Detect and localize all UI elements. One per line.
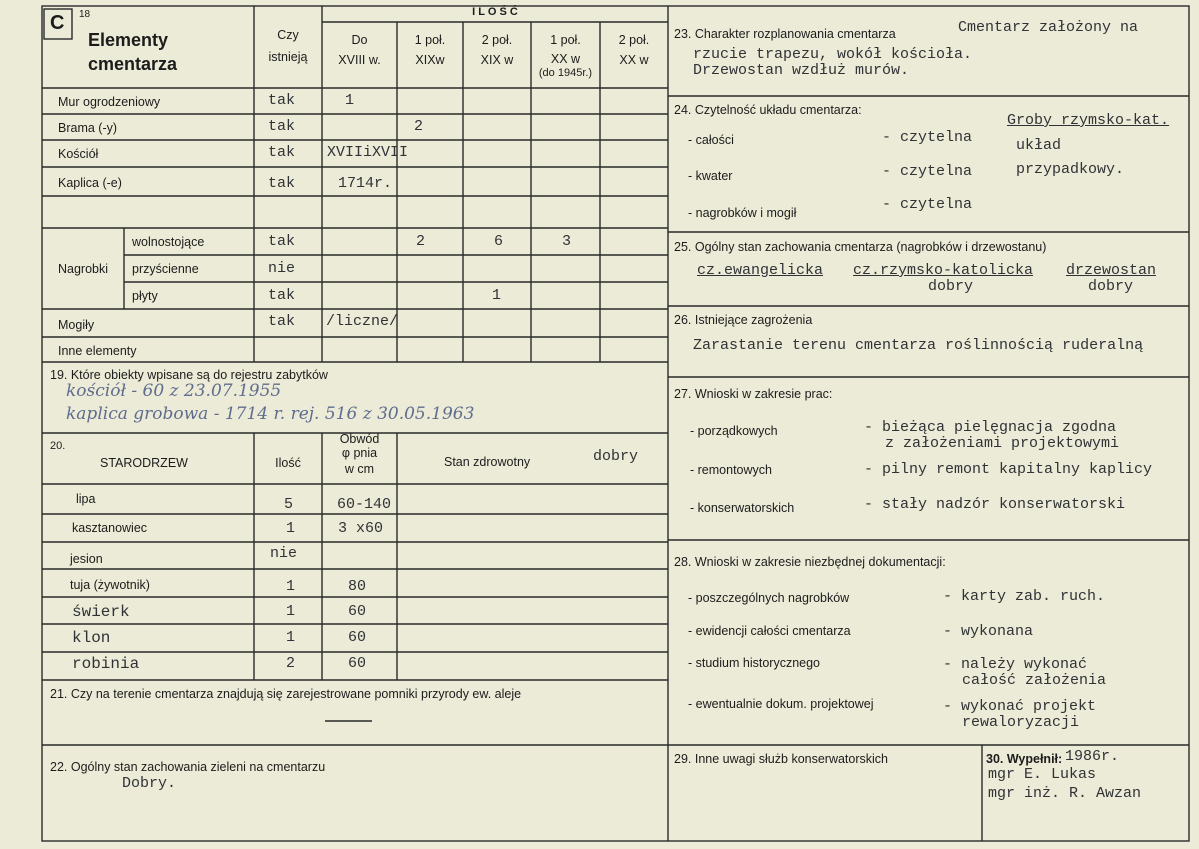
nagrobki-c2-wolno: 2 bbox=[416, 233, 426, 250]
s30-year: 1986r. bbox=[1065, 748, 1120, 765]
col-1-line1: Do bbox=[351, 33, 368, 47]
col-4-line2: XX w bbox=[550, 52, 581, 66]
s20-stan-header: Stan zdrowotny bbox=[444, 455, 531, 469]
row-c1-kosciol: XVIIiXVII bbox=[327, 144, 409, 161]
s25-label: 25. Ogólny stan zachowania cmentarza (nagrobków i drzewostanu) bbox=[674, 240, 1047, 254]
s22-label: 22. Ogólny stan zachowania zieleni na cmentarzu bbox=[50, 760, 326, 774]
tree-circ-6: 60 bbox=[348, 655, 367, 672]
row-exists-mur: tak bbox=[268, 92, 296, 109]
mogily-label: Mogiły bbox=[58, 318, 95, 332]
tree-qty-6: 2 bbox=[286, 655, 296, 672]
col-5-line1: 2 poł. bbox=[618, 33, 650, 47]
tree-name-2: jesion bbox=[70, 552, 103, 566]
s28-label: 28. Wnioski w zakresie niezbędnej dokumentacji: bbox=[674, 555, 946, 569]
tree-qty-2: nie bbox=[270, 545, 298, 562]
tree-name-6: robinia bbox=[72, 655, 140, 673]
tree-name-4: świerk bbox=[72, 603, 130, 621]
title-line2: cmentarza bbox=[88, 54, 178, 74]
col-4-line1: 1 poł. bbox=[550, 33, 581, 47]
nagrobki-c3-plyty: 1 bbox=[492, 287, 502, 304]
s28-key-0: - poszczególnych nagrobków bbox=[688, 591, 850, 605]
row-c2-brama: 2 bbox=[414, 118, 424, 135]
nagrobki-exists-plyty: tak bbox=[268, 287, 296, 304]
row-c1-mur: 1 bbox=[345, 92, 355, 109]
col-1-line2: XVIII w. bbox=[338, 53, 381, 67]
s23-value-1: Cmentarz założony na bbox=[958, 19, 1139, 36]
col-2-line2: XIXw bbox=[415, 53, 445, 67]
col-5-line2: XX w bbox=[619, 53, 649, 67]
s25-evangelical: cz.ewangelicka bbox=[697, 262, 824, 279]
s22-value: Dobry. bbox=[122, 775, 177, 792]
s24-val-2: - czytelna bbox=[882, 196, 973, 213]
s20-ilosc: Ilość bbox=[275, 456, 301, 470]
nagrobki-c3-wolno: 6 bbox=[494, 233, 504, 250]
row-label-kaplica: Kaplica (-e) bbox=[58, 176, 122, 190]
s28-val-1: - wykonana bbox=[943, 623, 1034, 640]
tree-circ-4: 60 bbox=[348, 603, 367, 620]
s24-val-0: - czytelna bbox=[882, 129, 973, 146]
s25-catholic: cz.rzymsko-katolicka bbox=[853, 262, 1034, 279]
tree-circ-1: 3 x60 bbox=[338, 520, 384, 537]
s28-val-3b: rewaloryzacji bbox=[962, 714, 1080, 731]
s28-val-2b: całość założenia bbox=[962, 672, 1107, 689]
tree-circ-5: 60 bbox=[348, 629, 367, 646]
tree-name-5: klon bbox=[72, 629, 111, 647]
s24-key-2: - nagrobków i mogił bbox=[688, 206, 797, 220]
nagrobki-label: Nagrobki bbox=[58, 262, 109, 276]
s27-label: 27. Wnioski w zakresie prac: bbox=[674, 387, 833, 401]
s25-trees: drzewostan bbox=[1066, 262, 1157, 279]
col-4-line3: (do 1945r.) bbox=[538, 67, 593, 79]
card-number: 18 bbox=[79, 9, 91, 20]
s24-key-0: - całości bbox=[688, 133, 734, 147]
s30-label: 30. Wypełnił: bbox=[986, 752, 1063, 766]
s26-value: Zarastanie terenu cmentarza roślinnością ruderalną bbox=[693, 337, 1144, 354]
s27-key-2: - konserwatorskich bbox=[690, 501, 795, 515]
s23-value-3: Drzewostan wzdłuż murów. bbox=[693, 62, 910, 79]
nagrobki-exists-wolno: tak bbox=[268, 233, 296, 250]
row-c1-kaplica: 1714r. bbox=[338, 175, 393, 192]
czy-label-2: istnieją bbox=[268, 50, 308, 64]
inne-elementy-label: Inne elementy bbox=[58, 344, 137, 358]
col-3-line1: 2 poł. bbox=[481, 33, 513, 47]
title-line1: Elementy bbox=[88, 30, 169, 50]
s24-note-3: przypadkowy. bbox=[1016, 161, 1125, 178]
s25-trees-state: dobry bbox=[1088, 278, 1134, 295]
s27-key-0: - porządkowych bbox=[690, 424, 778, 438]
card-letter: C bbox=[50, 12, 65, 34]
tree-name-0: lipa bbox=[76, 492, 96, 506]
mogily-exists: tak bbox=[268, 313, 296, 330]
tree-qty-5: 1 bbox=[286, 629, 296, 646]
s26-label: 26. Istniejące zagrożenia bbox=[674, 313, 813, 327]
tree-qty-0: 5 bbox=[284, 496, 294, 513]
s20-num: 20. bbox=[50, 440, 66, 452]
nagrobki-row-wolno: wolnostojące bbox=[132, 235, 205, 249]
tree-name-3: tuja (żywotnik) bbox=[70, 578, 150, 592]
tree-qty-1: 1 bbox=[286, 520, 296, 537]
s25-catholic-state: dobry bbox=[928, 278, 974, 295]
s27-val-1: - pilny remont kapitalny kaplicy bbox=[864, 461, 1153, 478]
row-label-mur: Mur ogrodzeniowy bbox=[58, 95, 161, 109]
s27-val-0b: z założeniami projektowymi bbox=[885, 435, 1120, 452]
s19-handwritten-2: kaplica grobowa - 1714 r. rej. 516 z 30.05.1963 bbox=[66, 404, 475, 424]
s24-label: 24. Czytelność układu cmentarza: bbox=[674, 103, 862, 117]
s30-person-2: mgr inż. R. Awzan bbox=[988, 785, 1142, 802]
s20-obwod-2: φ pnia bbox=[341, 446, 378, 460]
s27-val-2: - stały nadzór konserwatorski bbox=[864, 496, 1126, 513]
s27-val-0a: - bieżąca pielęgnacja zgodna bbox=[864, 419, 1117, 436]
s24-note-2: układ bbox=[1016, 137, 1062, 154]
s24-note-1: Groby rzymsko-kat. bbox=[1007, 112, 1170, 129]
s19-label: 19. Które obiekty wpisane są do rejestru zabytków bbox=[50, 368, 328, 382]
col-3-line2: XIX w bbox=[480, 53, 514, 67]
s28-val-3a: - wykonać projekt bbox=[943, 698, 1097, 715]
s23-value-2: rzucie trapezu, wokół kościoła. bbox=[693, 46, 973, 63]
s21-label: 21. Czy na terenie cmentarza znajdują się zarejestrowane pomniki przyrody ew. aleje bbox=[50, 687, 522, 701]
ilosc-header: I L O Ś Ć bbox=[472, 6, 518, 18]
s20-obwod-3: w cm bbox=[344, 462, 375, 476]
s28-key-3: - ewentualnie dokum. projektowej bbox=[688, 697, 874, 711]
s24-key-1: - kwater bbox=[688, 169, 733, 183]
row-exists-kaplica: tak bbox=[268, 175, 296, 192]
row-label-brama: Brama (-y) bbox=[58, 121, 118, 135]
nagrobki-row-przysc: przyścienne bbox=[132, 262, 199, 276]
s19-handwritten-1: kościół - 60 z 23.07.1955 bbox=[66, 381, 282, 401]
tree-qty-3: 1 bbox=[286, 578, 296, 595]
tree-circ-0: 60-140 bbox=[337, 496, 392, 513]
s20-title: STARODRZEW bbox=[100, 456, 188, 470]
row-exists-kosciol: tak bbox=[268, 144, 296, 161]
nagrobki-row-plyty: płyty bbox=[132, 289, 158, 303]
nagrobki-c4-wolno: 3 bbox=[562, 233, 572, 250]
s20-stan-value: dobry bbox=[593, 448, 639, 465]
s30-person-1: mgr E. Lukas bbox=[988, 766, 1097, 783]
col-2-line1: 1 poł. bbox=[414, 33, 446, 47]
s29-label: 29. Inne uwagi służb konserwatorskich bbox=[674, 752, 889, 766]
czy-label-1: Czy bbox=[277, 28, 299, 42]
tree-name-1: kasztanowiec bbox=[72, 521, 148, 535]
tree-qty-4: 1 bbox=[286, 603, 296, 620]
s24-val-1: - czytelna bbox=[882, 163, 973, 180]
mogily-value: /liczne/ bbox=[326, 313, 399, 330]
row-label-kosciol: Kościół bbox=[58, 147, 99, 161]
row-exists-brama: tak bbox=[268, 118, 296, 135]
s27-key-1: - remontowych bbox=[690, 463, 772, 477]
s28-val-2a: - należy wykonać bbox=[943, 656, 1088, 673]
s23-label: 23. Charakter rozplanowania cmentarza bbox=[674, 27, 896, 41]
s28-val-0: - karty zab. ruch. bbox=[943, 588, 1106, 605]
s28-key-1: - ewidencji całości cmentarza bbox=[688, 624, 851, 638]
s20-obwod-1: Obwód bbox=[339, 432, 380, 446]
nagrobki-exists-przysc: nie bbox=[268, 260, 296, 277]
s28-key-2: - studium historycznego bbox=[688, 656, 821, 670]
tree-circ-3: 80 bbox=[348, 578, 367, 595]
